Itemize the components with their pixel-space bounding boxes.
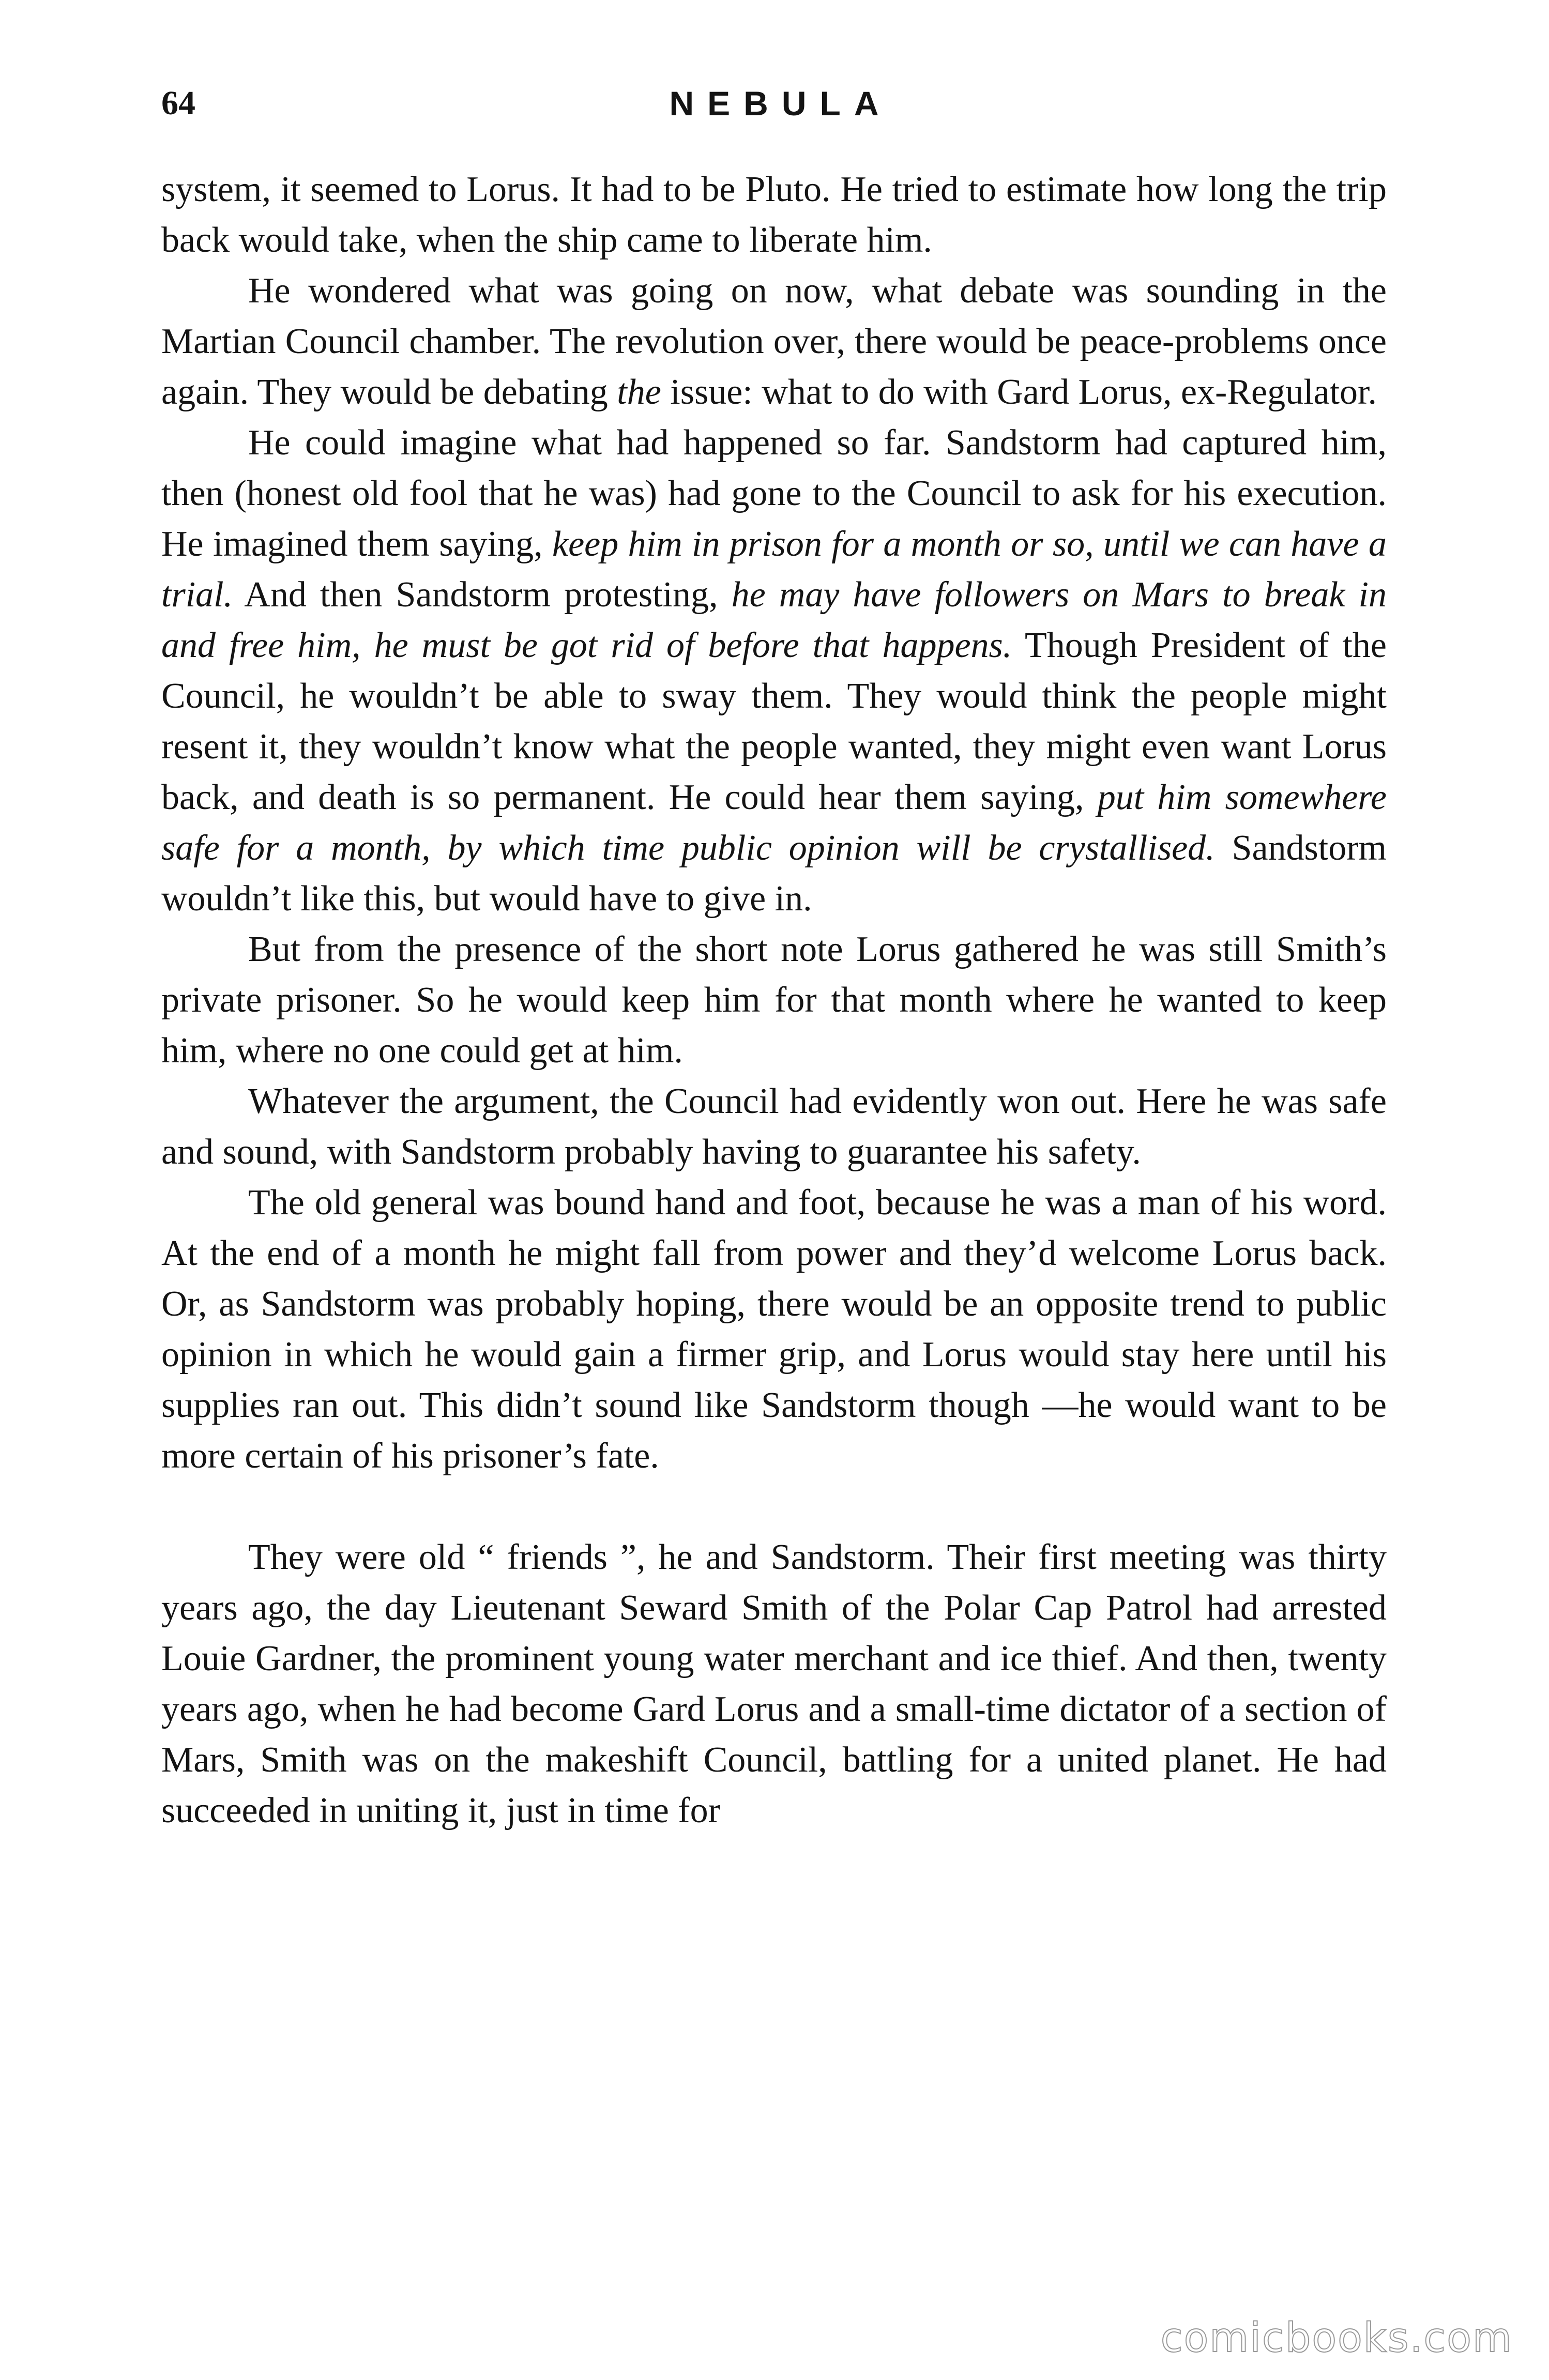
paragraph-7 xyxy=(161,1532,1387,1836)
paragraph-text: And then Sandstorm protesting, xyxy=(233,575,732,615)
italic-text: he may have followers on Mars to break in and free him, he must be got rid of before that happens. xyxy=(161,575,1387,665)
paragraph-text: He wondered what was going on now, what debate was sounding in the Martian Council chamber. The revolution over, there would be peace-problems once again. They would be debating xyxy=(161,271,1387,412)
paragraph-text: Whatever the argument, the Council had evidently won out. Here he was safe and sound, with Sandstorm probably having to guarantee his safety. xyxy=(161,1081,1387,1172)
paragraph-6 xyxy=(161,1178,1387,1482)
paragraph-2 xyxy=(161,266,1387,418)
italic-text: put him somewhere safe for a month, by which time public opinion will be crystallised. xyxy=(161,777,1387,868)
paragraph-3 xyxy=(161,418,1387,924)
paragraph-text: Though President of the Council, he wouldn’t be able to sway them. They would think the people might resent it, they wouldn’t know what the people wanted, they might even want Lorus back, and death is so permanent. He could hear them saying, xyxy=(161,625,1387,817)
paragraph-4 xyxy=(161,924,1387,1076)
paragraph-text: But from the presence of the short note Lorus gathered he was still Smith’s private prisoner. So he would keep him for that month where he wanted to keep him, where no one could get at him. xyxy=(161,929,1387,1071)
body-text xyxy=(161,164,1387,1836)
running-head xyxy=(161,78,1387,129)
paragraph-text: They were old “ friends ”, he and Sandstorm. Their first meeting was thirty years ago, the day Lieutenant Seward Smith of the Polar Cap Patrol had arrested Louie Gardner, the prominent young water merchant and ice thief. And then, twenty years ago, when he had become Gard Lorus and a small-time dictator of a section of Mars, Smith was on the makeshift Council, battling for a united planet. He had succeeded in uniting it, just in time for xyxy=(161,1537,1387,1830)
paragraph-text: The old general was bound hand and foot, because he was a man of his word. At the end of a month he might fall from power and they’d welcome Lorus back. Or, as Sandstorm was probably hoping, there would be an opposite trend to public opinion in which he would gain a firmer grip, and Lorus would stay here until his supplies ran out. This didn’t sound like Sandstorm though —he would want to be more certain of his prisoner’s fate. xyxy=(161,1183,1387,1476)
paragraph-text: Sandstorm wouldn’t like this, but would have to give in. xyxy=(161,828,1387,919)
header-title: NEBULA xyxy=(669,84,892,123)
paragraph-text: issue: what to do with Gard Lorus, ex-Regulator. xyxy=(661,372,1377,412)
italic-text: the xyxy=(617,372,661,412)
page-number: 64 xyxy=(161,84,195,122)
italic-text: keep him in prison for a month or so, until we can have a trial. xyxy=(161,524,1387,615)
paragraph-1 xyxy=(161,164,1387,266)
paragraph-text: He could imagine what had happened so far. Sandstorm had captured him, then (honest old fool that he was) had gone to the Council to ask for his execution. He imagined them saying, xyxy=(161,423,1387,564)
paragraph-5 xyxy=(161,1076,1387,1178)
paragraph-text: system, it seemed to Lorus. It had to be Pluto. He tried to estimate how long the trip back would take, when the ship came to liberate him. xyxy=(161,170,1387,260)
watermark: comicbooks.com xyxy=(1160,2315,1513,2361)
